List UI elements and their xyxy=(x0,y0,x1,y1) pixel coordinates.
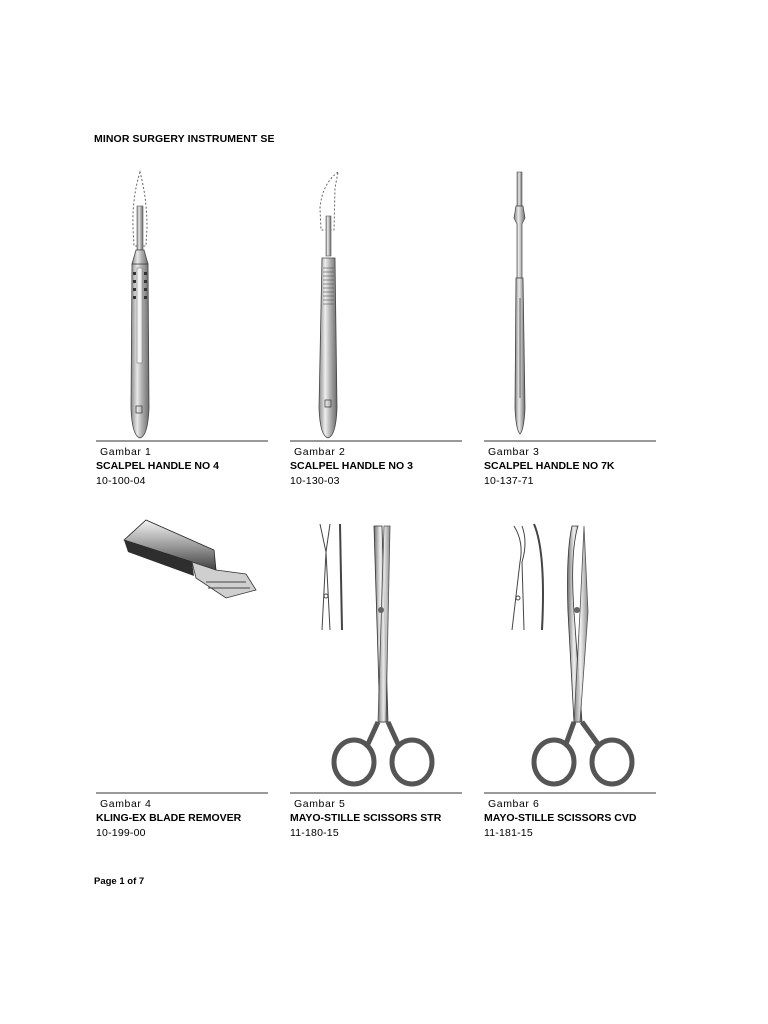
product-code: 11-181-15 xyxy=(484,827,533,839)
product-name: MAYO-STILLE SCISSORS STR xyxy=(290,812,442,824)
product-name: SCALPEL HANDLE NO 3 xyxy=(290,460,413,472)
figure-label: Gambar 3 xyxy=(488,446,540,458)
product-name: SCALPEL HANDLE NO 7K xyxy=(484,460,615,472)
figure-label: Gambar 4 xyxy=(100,798,152,810)
scissors-curved-image xyxy=(484,512,656,792)
scalpel-handle-3-image xyxy=(290,168,462,440)
caption-rule xyxy=(290,792,462,794)
figure-label: Gambar 2 xyxy=(294,446,346,458)
product-name: MAYO-STILLE SCISSORS CVD xyxy=(484,812,637,824)
figure-label: Gambar 1 xyxy=(100,446,152,458)
caption-rule xyxy=(484,440,656,442)
scissors-straight-image xyxy=(290,512,462,792)
caption-rule xyxy=(290,440,462,442)
scalpel-handle-4-image xyxy=(96,168,268,440)
product-code: 10-199-00 xyxy=(96,827,146,839)
product-code: 11-180-15 xyxy=(290,827,339,839)
scalpel-handle-7k-image xyxy=(484,168,656,440)
blade-remover-image xyxy=(96,512,268,792)
document-title: MINOR SURGERY INSTRUMENT SE xyxy=(94,133,275,145)
figure-label: Gambar 5 xyxy=(294,798,346,810)
caption-rule xyxy=(96,440,268,442)
caption-rule xyxy=(484,792,656,794)
product-name: SCALPEL HANDLE NO 4 xyxy=(96,460,219,472)
figure-label: Gambar 6 xyxy=(488,798,540,810)
caption-rule xyxy=(96,792,268,794)
product-code: 10-137-71 xyxy=(484,475,534,487)
product-code: 10-100-04 xyxy=(96,475,146,487)
product-code: 10-130-03 xyxy=(290,475,340,487)
product-name: KLING-EX BLADE REMOVER xyxy=(96,812,242,824)
page-footer: Page 1 of 7 xyxy=(94,876,145,887)
